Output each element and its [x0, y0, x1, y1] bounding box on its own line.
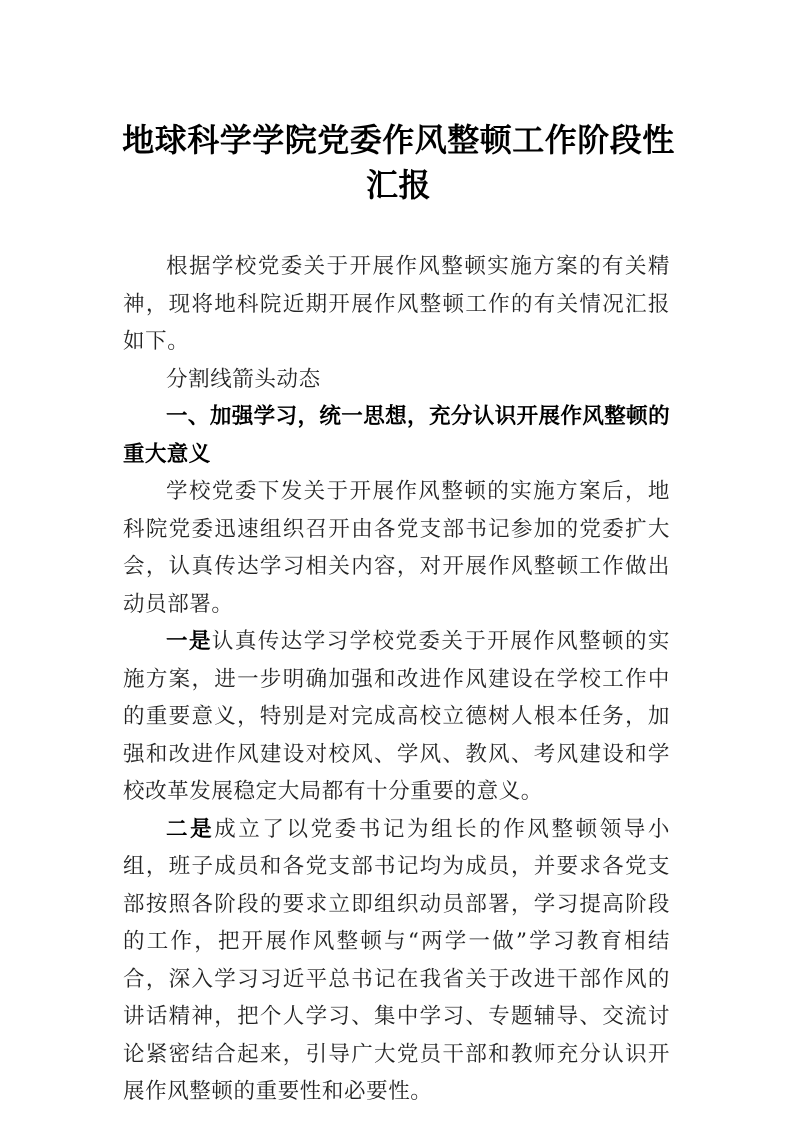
paragraph-lead-yishi: 一是	[166, 629, 212, 654]
paragraph-divider-note: 分割线箭头动态	[166, 366, 321, 392]
paragraph-section-1-1: 学校党委下发关于开展作风整顿的实施方案后，地科院党委迅速组织召开由各党支部书记参加的党委扩大会，认真传达学习相关内容，对开展作风整顿工作做出动员部署。	[123, 479, 670, 617]
paragraph-section-1-3-text: 成立了以党委书记为组长的作风整顿领导小组，班子成员和各党支部书记均为成员，并要求各党支部按照各阶段的要求立即组织动员部署，学习提高阶段的工作，把开展作风整顿与“两学一做”学习教育相结合，深入学习习近平总书记在我省关于改进干部作风的讲话精神，把个人学习、集中学习、专题辅导、交流讨论紧密结合起来，引导广大党员干部和教师充分认识开展作风整顿的重要性和必要性。	[123, 816, 671, 1104]
document-body	[0, 248, 793, 1111]
paragraph-section-1-3	[123, 811, 670, 1111]
page-title: 地球科学学院党委作风整顿工作阶段性汇报	[122, 121, 675, 204]
paragraph-lead-ershi: 二是	[166, 816, 215, 842]
paragraph-intro: 根据学校党委关于开展作风整顿实施方案的有关精神，现将地科院近期开展作风整顿工作的有关情况汇报如下。	[123, 254, 670, 354]
page-header-zone	[0, 0, 793, 118]
paragraph-section-1-2-text: 认真传达学习学校党委关于开展作风整顿的实施方案，进一步明确加强和改进作风建设在学校工作中的重要意义，特别是对完成高校立德树人根本任务，加强和改进作风建设对校风、学风、教风、考风建设和学校改革发展稳定大局都有十分重要的意义。	[123, 629, 670, 804]
section-heading-1: 一、加强学习，统一思想，充分认识开展作风整顿的重大意义	[123, 404, 670, 467]
paragraph-section-1-2	[123, 623, 670, 811]
